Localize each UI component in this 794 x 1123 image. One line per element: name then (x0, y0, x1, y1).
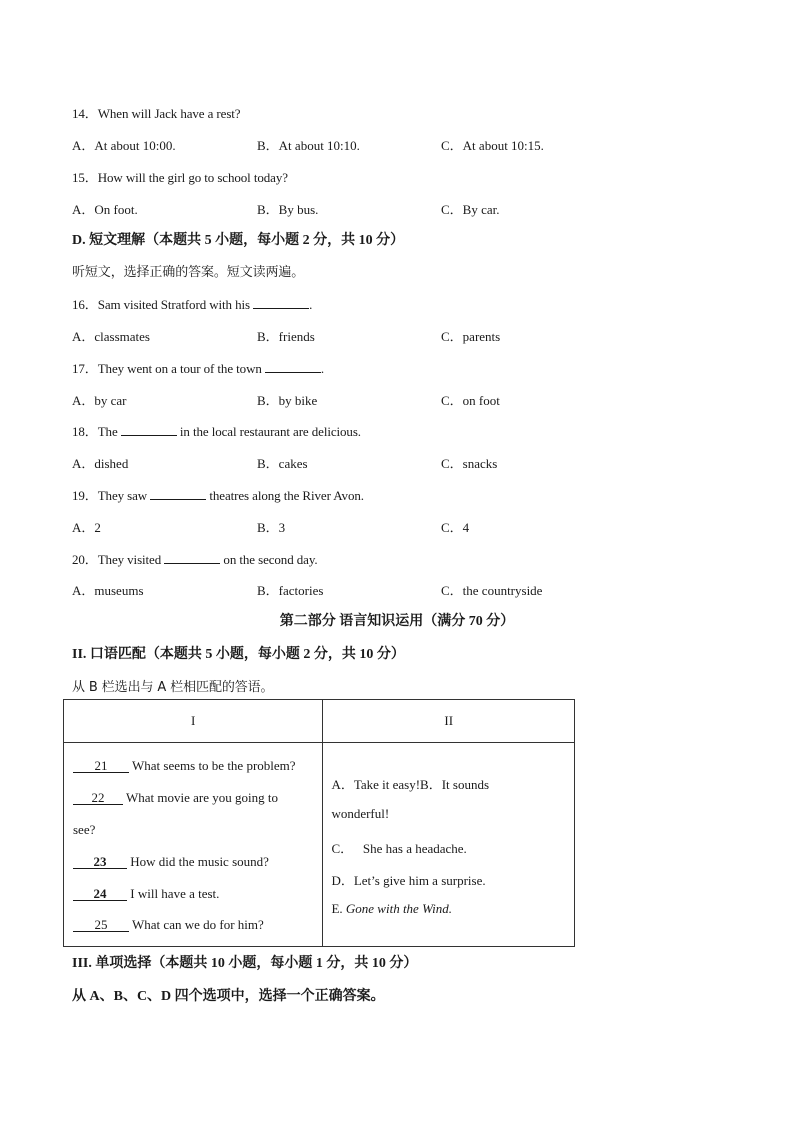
q17-option-a: A．by car (72, 393, 127, 408)
q17-option-b: B．by bike (257, 393, 318, 408)
answer-blank (121, 423, 177, 436)
q19-option-b: B．3 (257, 520, 286, 535)
match-item-24: 24 I will have a test. (73, 886, 219, 902)
q15-option-c: C．By car. (441, 202, 500, 217)
matching-table (63, 699, 575, 947)
q15-option-b: B．By bus. (257, 202, 319, 217)
match-item-25: 25 What can we do for him? (73, 917, 264, 933)
section-iii-instruction: 从 A、B、C、D 四个选项中，选择一个正确答案。 (72, 989, 385, 1004)
q20-option-a: A．museums (72, 583, 144, 598)
q18-option-c: C．snacks (441, 456, 498, 471)
question-15: 15．How will the girl go to school today? (72, 170, 288, 185)
answer-blank (253, 296, 309, 309)
question-18: 18．The in the local restaurant are delicious. (72, 424, 361, 439)
q16-option-c: C．parents (441, 329, 501, 344)
answer-blank (150, 487, 206, 500)
question-19: 19．They saw theatres along the River Avon. (72, 488, 364, 503)
column-a-cell (64, 743, 323, 947)
answer-blank (164, 551, 220, 564)
q19-option-c: C．4 (441, 520, 470, 535)
q16-option-a: A．classmates (72, 329, 150, 344)
match-item-22-cont: see? (73, 822, 96, 837)
column-a-header: I (64, 700, 323, 743)
match-item-23: 23 How did the music sound? (73, 854, 269, 870)
q20-option-c: C．the countryside (441, 583, 543, 598)
q18-option-a: A．dished (72, 456, 129, 471)
q18-option-b: B．cakes (257, 456, 308, 471)
section-ii-heading: II. 口语匹配（本题共 5 小题，每小题 2 分，共 10 分） (72, 647, 405, 662)
match-item-21: 21 What seems to be the problem? (73, 758, 296, 774)
q14-option-c: C．At about 10:15. (441, 138, 544, 153)
q19-option-a: A．2 (72, 520, 101, 535)
question-20: 20．They visited on the second day. (72, 552, 318, 567)
q17-option-c: C．on foot (441, 393, 500, 408)
match-answer-e: E. Gone with the Wind. (331, 901, 453, 916)
question-14: 14．When will Jack have a rest? (72, 106, 241, 121)
q15-option-a: A．On foot. (72, 202, 138, 217)
q20-option-b: B．factories (257, 583, 324, 598)
question-17: 17．They went on a tour of the town . (72, 361, 325, 376)
part-two-title: 第二部分 语言知识运用（满分 70 分） (279, 614, 515, 629)
match-answer-c: C． She has a headache. (331, 841, 467, 856)
column-b-cell (323, 743, 575, 947)
q14-option-a: A．At about 10:00. (72, 138, 176, 153)
q14-option-b: B．At about 10:10. (257, 138, 360, 153)
question-16: 16．Sam visited Stratford with his . (72, 297, 313, 312)
match-answer-b-cont: wonderful! (331, 806, 390, 821)
section-iii-heading: III. 单项选择（本题共 10 小题，每小题 1 分，共 10 分） (72, 956, 418, 971)
section-ii-instruction: 从 B 栏选出与 A 栏相匹配的答语。 (72, 680, 274, 695)
match-answer-d: D．Let’s give him a surprise. (331, 873, 486, 888)
match-answer-ab: A．Take it easy!B．It sounds (331, 777, 490, 792)
section-d-heading: D. 短文理解（本题共 5 小题，每小题 2 分，共 10 分） (72, 233, 405, 248)
match-item-22: 22 What movie are you going to (73, 790, 278, 806)
section-d-instruction: 听短文，选择正确的答案。短文读两遍。 (72, 265, 305, 280)
answer-blank (265, 360, 321, 373)
q16-option-b: B．friends (257, 329, 315, 344)
column-b-header: II (323, 700, 575, 743)
